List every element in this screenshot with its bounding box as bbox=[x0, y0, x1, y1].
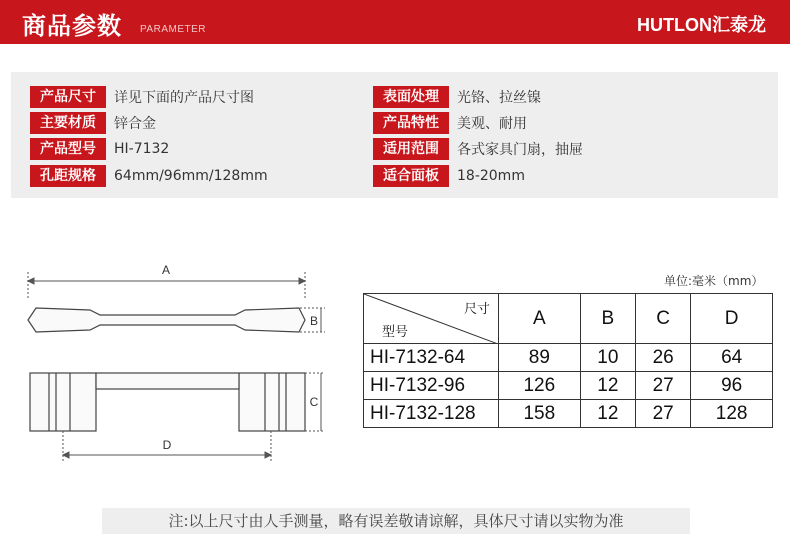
spec-label: 产品尺寸 bbox=[30, 86, 106, 108]
spec-label: 表面处理 bbox=[373, 86, 449, 108]
spec-value: 光铬、拉丝镍 bbox=[457, 90, 541, 106]
header-model-label: 型号 bbox=[382, 324, 409, 339]
spec-label: 主要材质 bbox=[30, 112, 106, 134]
value-cell: 89 bbox=[499, 344, 581, 372]
unit-note: 单位:毫米（mm） bbox=[664, 274, 764, 288]
header-size-label: 尺寸 bbox=[463, 301, 490, 316]
dimension-table bbox=[363, 293, 773, 428]
section-title: 商品参数 bbox=[22, 12, 122, 40]
spec-label: 产品型号 bbox=[30, 138, 106, 160]
dimension-a-label: A bbox=[161, 263, 171, 277]
handle-side-view bbox=[30, 373, 305, 431]
handle-top-view bbox=[28, 308, 305, 332]
column-header: A bbox=[499, 294, 581, 344]
table-header-row bbox=[364, 294, 773, 344]
value-cell: 12 bbox=[580, 372, 635, 400]
value-cell: 27 bbox=[635, 400, 690, 428]
model-cell: HI-7132-64 bbox=[364, 344, 499, 372]
value-cell: 64 bbox=[691, 344, 773, 372]
table-row bbox=[364, 400, 773, 428]
spec-value: 各式家具门扇，抽屉 bbox=[457, 142, 583, 158]
dimension-d-label: D bbox=[162, 438, 172, 452]
spec-value: 美观、耐用 bbox=[457, 116, 527, 132]
brand-logo: HUTLON汇泰龙 bbox=[637, 15, 766, 35]
value-cell: 158 bbox=[499, 400, 581, 428]
section-subtitle: PARAMETER bbox=[140, 24, 206, 35]
value-cell: 26 bbox=[635, 344, 690, 372]
table-row bbox=[364, 372, 773, 400]
value-cell: 10 bbox=[580, 344, 635, 372]
footer-note: 注:以上尺寸由人手测量，略有误差敬请谅解，具体尺寸请以实物为准 bbox=[102, 508, 690, 534]
spec-value: 64mm/96mm/128mm bbox=[114, 168, 268, 184]
value-cell: 12 bbox=[580, 400, 635, 428]
table-row bbox=[364, 344, 773, 372]
dimension-b-label: B bbox=[309, 314, 319, 328]
header-diagonal-cell bbox=[364, 294, 499, 344]
spec-label: 产品特性 bbox=[373, 112, 449, 134]
value-cell: 128 bbox=[691, 400, 773, 428]
value-cell: 96 bbox=[691, 372, 773, 400]
column-header: D bbox=[691, 294, 773, 344]
spec-value: HI-7132 bbox=[114, 141, 170, 157]
dimension-c-label: C bbox=[309, 395, 319, 409]
spec-value: 18-20mm bbox=[457, 168, 525, 184]
value-cell: 27 bbox=[635, 372, 690, 400]
spec-label: 适合面板 bbox=[373, 165, 449, 187]
value-cell: 126 bbox=[499, 372, 581, 400]
spec-value: 详见下面的产品尺寸图 bbox=[114, 90, 254, 106]
spec-label: 适用范围 bbox=[373, 138, 449, 160]
model-cell: HI-7132-96 bbox=[364, 372, 499, 400]
model-cell: HI-7132-128 bbox=[364, 400, 499, 428]
spec-value: 锌合金 bbox=[114, 116, 156, 132]
column-header: B bbox=[580, 294, 635, 344]
spec-label: 孔距规格 bbox=[30, 165, 106, 187]
column-header: C bbox=[635, 294, 690, 344]
